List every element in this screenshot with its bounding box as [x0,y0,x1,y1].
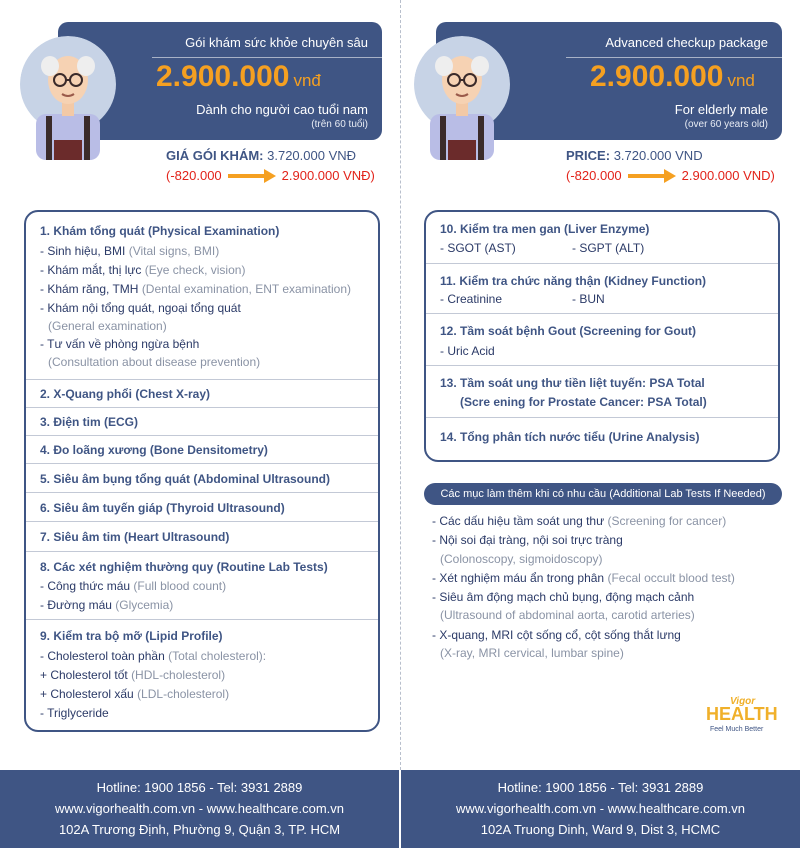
target-audience: For elderly male [674,102,768,117]
section-chest-xray: 2. X-Quang phổi (Chest X-ray) [26,380,378,408]
header-rule [566,57,782,58]
elderly-man-illustration [20,36,116,160]
original-price-line: GIÁ GÓI KHÁM: 3.720.000 VNĐ [166,148,357,163]
section-routine-lab: 8. Các xét nghiệm thường quy (Routine Lab Tests) - Công thức máu (Full blood count) - Đường máu (Glycemia) [26,552,378,620]
hotline: Hotline: 1900 1856 - Tel: 3931 2889 [96,780,303,795]
section-abdominal-ultrasound: 5. Siêu âm bụng tổng quát (Abdominal Ultrasound) [26,464,378,493]
address: 102A Truong Dinh, Ward 9, Dist 3, HCMC [480,822,721,837]
elderly-man-illustration [414,36,510,160]
age-range: (trên 60 tuổi) [311,119,368,130]
arrow-right-icon [628,171,676,181]
footer-contact-vietnamese [0,770,399,848]
section-prostate-psa: 13. Tầm soát ung thư tiền liệt tuyến: PSA Total (Scre ening for Prostate Cancer: PSA Total) [426,366,778,418]
discount-line: (-820.000 2.900.000 VND) [566,168,775,183]
section-bone-density: 4. Đo loãng xương (Bone Densitometry) [26,436,378,464]
package-name: Advanced checkup package [605,35,768,50]
website-links: www.vigorhealth.com.vn - www.healthcare.com.vn [455,801,745,816]
section-physical-exam: 1. Khám tổng quát (Physical Examination) - Sinh hiệu, BMI (Vital signs, BMI) - Khám mắt, thị lực (Eye check, vision) - Khám răng, TMH (Dental examination, ENT examination) - Khám nội tổng quát, ngoại tổng quát (General examination) - Tư vấn về phòng ngừa bệnh (Consultation about disease prevention) [26,212,378,380]
right-panel-english: Advanced checkup package 2.900.000 vnd For elderly male (over 60 years old) PRICE: 3.720.000 VND (-820.000 2.900.000 VND) 10. Kiểm tra men gan (Liver Enzyme) - SGOT (AST) - SGPT (ALT) 11. Kiểm tra chức năng thận (Kidney Function) - Creatinine - BUN 12. Tầm soát bệnh Gout (Screening for Gout) - Uric Acid 13. Tầm soát ung thư tiền liệt tuyến: PSA Total (Scre ening for Prostate Cancer: PSA Total) 14. Tổng phân tích nước tiểu (Urine Analysis) Các mục làm thêm khi có nhu cầu (Additional Lab Tests If Needed) - Các dấu hiệu tầm soát ung thư (Screening for cancer) - Nội soi đại tràng, nội soi trực tràng (Colonoscopy, sigmoidoscopy) - Xét nghiệm máu ẩn trong phân (Fecal occult blood test) - Siêu âm động mạch chủ bụng, động mạch cảnh (Ultrasound of abdominal aorta, carotid arteries) - X-quang, MRI cột sống cổ, cột sống thắt lưng (X-ray, MRI cervical, lumbar spine) Vigor HEALTH Feel Much Better [400,0,800,770]
vigor-health-logo: Vigor HEALTH Feel Much Better [706,696,778,733]
section-liver-enzyme: 10. Kiểm tra men gan (Liver Enzyme) - SGOT (AST) - SGPT (ALT) [426,212,778,264]
package-price: 2.900.000 vnd [590,60,755,93]
left-panel-vietnamese [0,0,400,770]
services-list-card [424,210,780,462]
header-rule [152,57,382,58]
arrow-right-icon [228,171,276,181]
address: 102A Trương Định, Phường 9, Quận 3, TP. HCM [58,822,341,837]
age-range: (over 60 years old) [684,119,768,130]
original-price-line: PRICE: 3.720.000 VND [566,148,703,163]
section-lipid-profile: 9. Kiểm tra bộ mỡ (Lipid Profile) - Cholesterol toàn phần (Total cholesterol): + Cholesterol tốt (HDL-cholesterol) + Cholesterol xấu (LDL-cholesterol) - Triglyceride [40,629,267,720]
additional-tests-heading: Các mục làm thêm khi có nhu cầu (Additional Lab Tests If Needed) [424,483,782,505]
services-list-card [24,210,380,732]
section-gout: 12. Tầm soát bệnh Gout (Screening for Gout) - Uric Acid [426,314,778,366]
target-audience: Dành cho người cao tuổi nam [196,102,368,117]
section-ecg: 3. Điện tim (ECG) [26,408,378,436]
section-heart-ultrasound: 7. Siêu âm tim (Heart Ultrasound) [26,522,378,552]
section-thyroid-ultrasound: 6. Siêu âm tuyến giáp (Thyroid Ultrasound) [26,493,378,522]
footer-contact-english [401,770,800,848]
section-urine-analysis: 14. Tổng phân tích nước tiểu (Urine Analysis) [440,430,700,444]
package-price: 2.900.000 vnđ [156,60,321,93]
section-kidney-function: 11. Kiểm tra chức năng thận (Kidney Function) - Creatinine - BUN [426,264,778,314]
discount-line: (-820.000 2.900.000 VNĐ) [166,168,375,183]
package-name: Gói khám sức khỏe chuyên sâu [185,35,368,50]
website-links: www.vigorhealth.com.vn - www.healthcare.com.vn [54,801,344,816]
hotline: Hotline: 1900 1856 - Tel: 3931 2889 [497,780,704,795]
